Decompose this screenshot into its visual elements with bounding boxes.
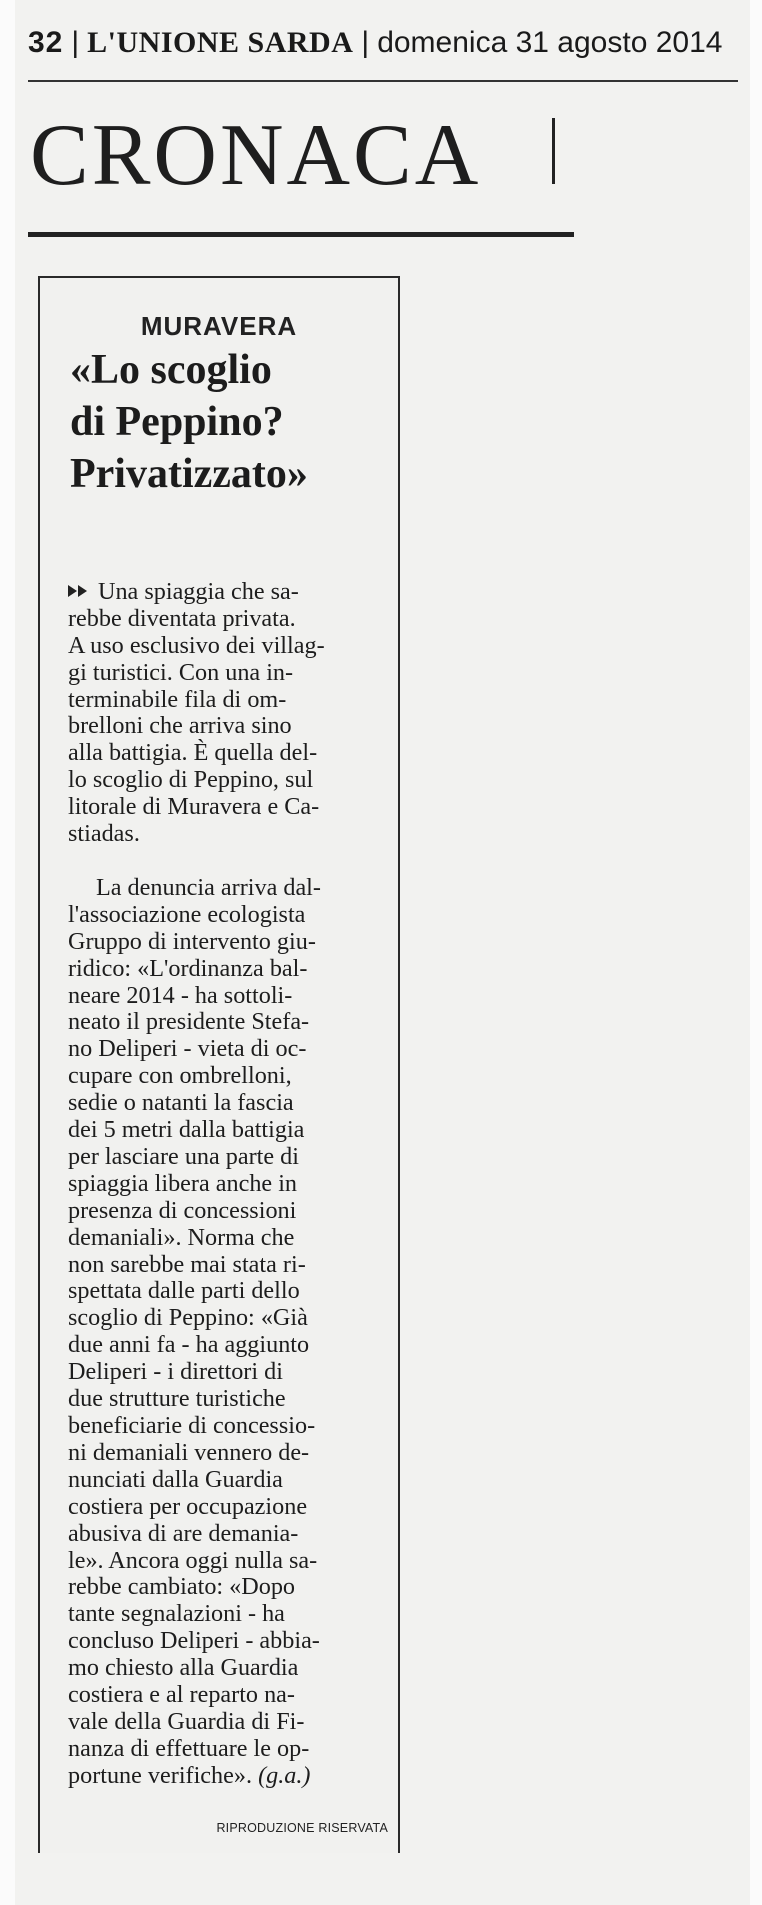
header-separator: |: [361, 26, 370, 59]
article-box: [38, 276, 400, 1853]
article-headline: «Lo scoglio di Peppino? Privatizzato»: [70, 347, 308, 497]
section-bar: [552, 118, 555, 184]
section-rule: [28, 232, 574, 237]
article-kicker: MURAVERA: [140, 311, 298, 341]
copyright-footer: RIPRODUZIONE RISERVATA: [216, 1821, 388, 1835]
author-signature: (g.a.): [258, 1761, 311, 1789]
header-separator: |: [71, 26, 80, 59]
paragraph-2: [68, 875, 386, 1790]
article-body: [68, 552, 386, 1817]
paragraph-1: [68, 579, 386, 848]
paragraph-1-text: Una spiaggia che sa- rebbe diventata privata. A uso esclusivo dei villag- gi turistici. Con una in- terminabile fila di om- brelloni che arriva sino alla battigia. È quella del- lo scoglio di Peppino, sul litorale di Muravera e Ca- stiadas.: [68, 577, 325, 848]
header-rule: [28, 80, 738, 82]
double-arrow-icon: [68, 584, 90, 598]
page-header: [28, 26, 738, 76]
section-title: CRONACA: [30, 107, 482, 204]
newspaper-name: L'UNIONE SARDA: [87, 26, 354, 59]
paragraph-2-text: La denuncia arriva dal- l'associazione ecologista Gruppo di intervento giu- ridico: «L'ordinanza bal- neare 2014 - ha sottoli- neato il presidente Stefa- no Deliperi - vieta di oc- cupare con ombrelloni, sedie o natanti la fascia dei 5 metri dalla battigia per lasciare una parte di spiaggia libera anche in presenza di concessioni demaniali». Norma che non sarebbe mai stata ri- spettata dalle parti dello scoglio di Peppino: «Già due anni fa - ha aggiunto Deliperi - i direttori di due strutture turistiche beneficiarie di concessio- ni demaniali vennero de- nunciati dalla Guardia costiera per occupazione abusiva di are demania- le». Ancora oggi nulla sa- rebbe cambiato: «Dopo tante segnalazioni - ha concluso Deliperi - abbia- mo chiesto alla Guardia costiera e al reparto na- vale della Guardia di Fi- nanza di effettuare le op- portune verifiche».: [68, 873, 321, 1789]
page-number: 32: [28, 26, 64, 59]
publication-date: domenica 31 agosto 2014: [377, 26, 723, 59]
